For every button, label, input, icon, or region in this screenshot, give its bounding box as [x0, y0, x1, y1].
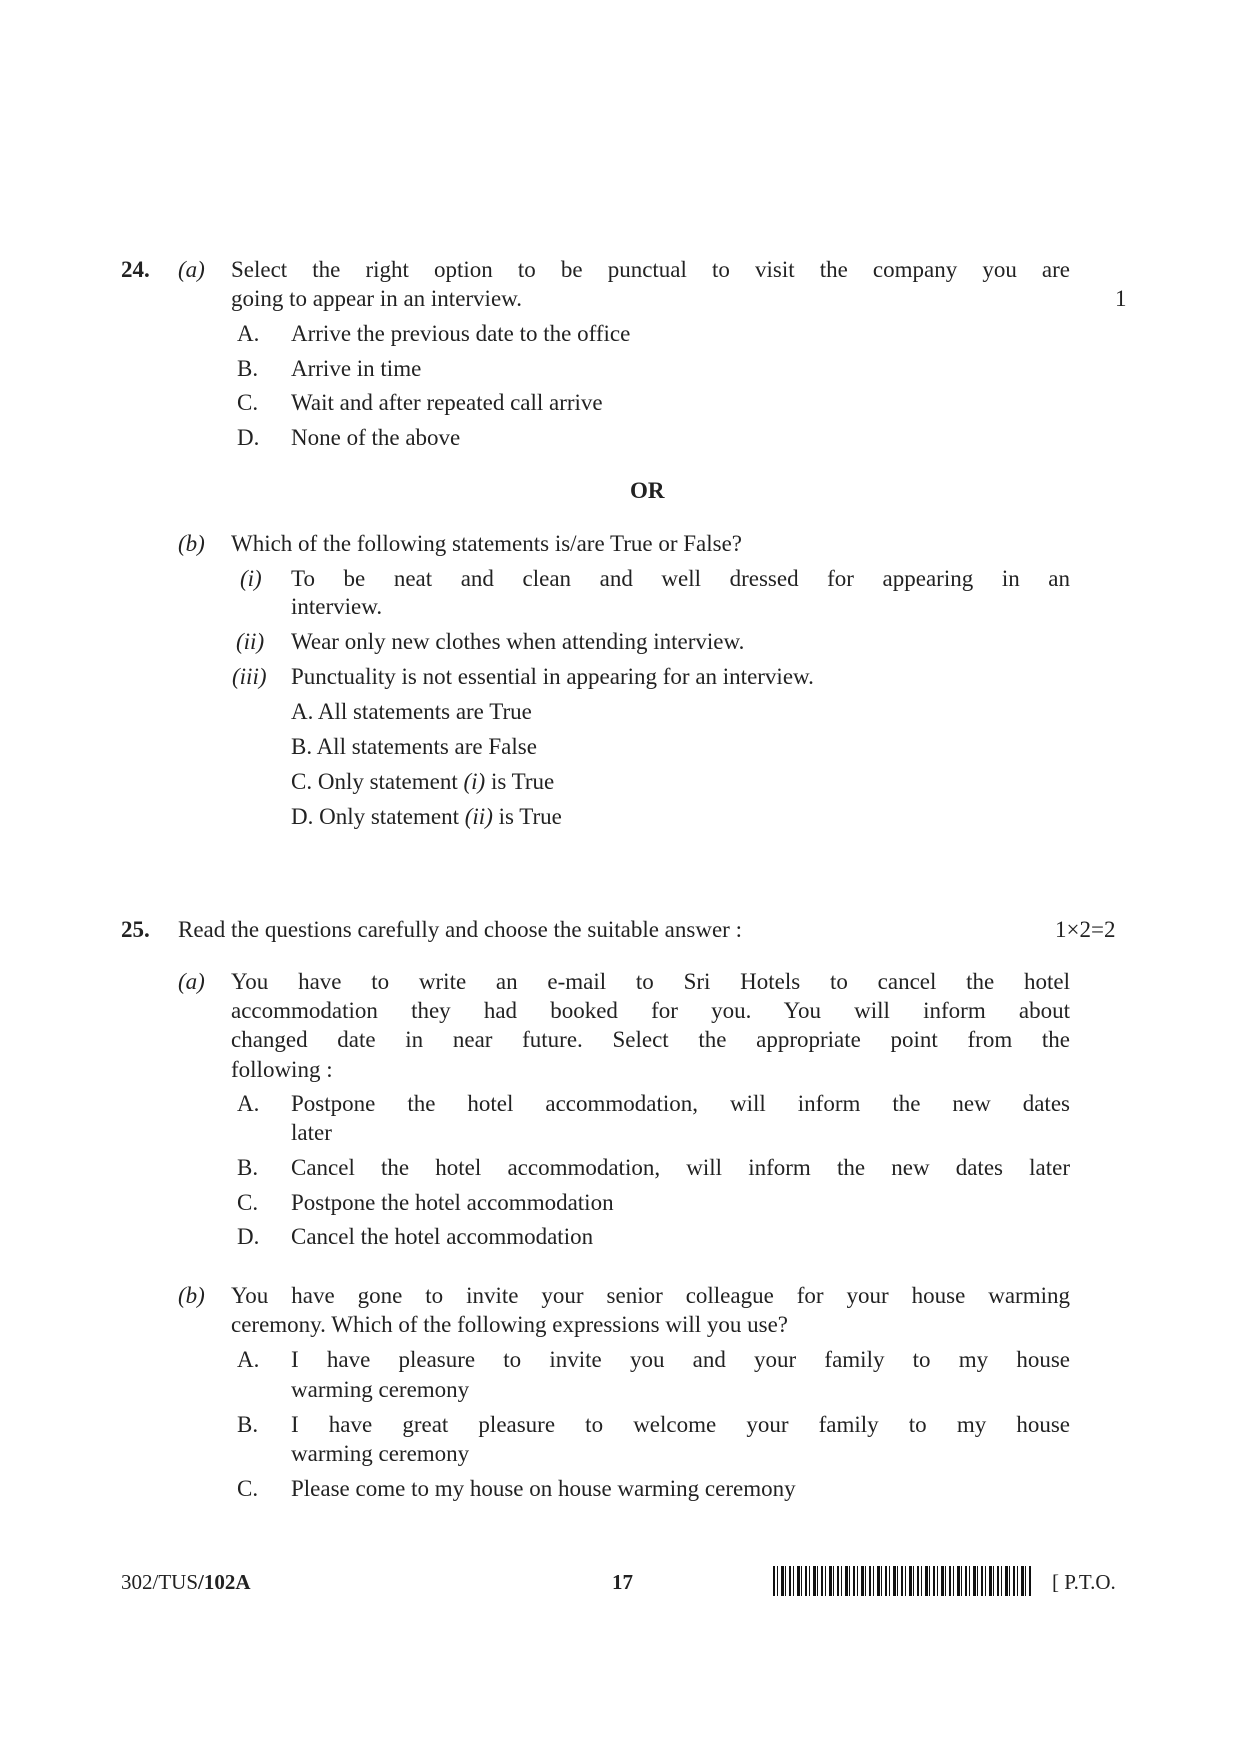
option-prefix: D. Only statement: [291, 804, 459, 829]
option-text: Cancel the hotel accommodation, will inform the new dates later: [291, 1155, 1070, 1180]
question-text: ceremony. Which of the following expressions will you use?: [231, 1312, 788, 1337]
option-text: None of the above: [291, 425, 461, 450]
option-text: [291, 767, 554, 797]
option-letter: C.: [237, 1190, 259, 1215]
option-text: warming ceremony: [291, 1377, 470, 1402]
option-text: Wait and after repeated call arrive: [291, 390, 603, 415]
part-label: (a): [178, 969, 205, 994]
or-divider: OR: [630, 478, 665, 503]
question-text: going to appear in an interview.: [231, 286, 523, 311]
question-text: You have to write an e-mail to Sri Hotels to cancel the hotel: [231, 969, 1070, 994]
option-letter: A.: [237, 321, 260, 346]
question-number: 25.: [121, 917, 150, 942]
option-text: I have pleasure to invite you and your family to my house: [291, 1347, 1070, 1372]
page-number: 17: [612, 1570, 633, 1594]
question-text: accommodation they had booked for you. You will inform about: [231, 998, 1070, 1023]
option-suffix: is True: [498, 804, 562, 829]
option-text: Arrive the previous date to the office: [291, 321, 631, 346]
part-label: (b): [178, 531, 205, 556]
option-text: later: [291, 1120, 332, 1145]
option-letter: D.: [237, 1224, 260, 1249]
question-text: Read the questions carefully and choose the suitable answer :: [178, 917, 742, 942]
question-text: changed date in near future. Select the appropriate point from the: [231, 1027, 1070, 1052]
option-letter: A.: [237, 1347, 260, 1372]
option-letter: A.: [237, 1091, 260, 1116]
option-letter: C.: [237, 1476, 259, 1501]
question-number: 24.: [121, 257, 150, 282]
statement-text: Wear only new clothes when attending interview.: [291, 629, 745, 654]
question-text: You have gone to invite your senior colleague for your house warming: [231, 1283, 1070, 1308]
option-suffix: is True: [490, 769, 555, 794]
option-letter: D.: [237, 425, 260, 450]
statement-text: Punctuality is not essential in appearing for an interview.: [291, 664, 814, 689]
pto-label: [ P.T.O.: [1052, 1570, 1116, 1594]
option-letter: B.: [237, 1412, 259, 1437]
option-prefix: C. Only statement: [291, 769, 458, 794]
option-text: warming ceremony: [291, 1441, 470, 1466]
paper-code: [121, 1567, 251, 1597]
statement-number: (iii): [232, 664, 267, 689]
statement-text: To be neat and clean and well dressed for appearing in an: [291, 566, 1070, 591]
part-label: (a): [178, 257, 205, 282]
statement-ref: (ii): [464, 804, 493, 829]
option-text: Postpone the hotel accommodation, will inform the new dates: [291, 1091, 1070, 1116]
option-letter: B.: [237, 356, 259, 381]
barcode-icon: [773, 1566, 1032, 1596]
option-letter: C.: [237, 390, 259, 415]
option-text: I have great pleasure to welcome your family to my house: [291, 1412, 1070, 1437]
option-text: Cancel the hotel accommodation: [291, 1224, 594, 1249]
option-text: A. All statements are True: [291, 699, 532, 724]
marks: 1×2=2: [1055, 917, 1116, 942]
statement-number: (i): [240, 566, 262, 591]
option-text: B. All statements are False: [291, 734, 537, 759]
marks: 1: [1115, 286, 1127, 311]
question-text: following :: [231, 1057, 333, 1082]
option-text: Arrive in time: [291, 356, 422, 381]
paper-code-suffix: /102A: [198, 1570, 251, 1594]
paper-code-prefix: 302/TUS: [121, 1570, 199, 1594]
statement-ref: (i): [463, 769, 486, 794]
option-text: Please come to my house on house warming ceremony: [291, 1476, 796, 1501]
option-letter: B.: [237, 1155, 259, 1180]
option-text: Postpone the hotel accommodation: [291, 1190, 614, 1215]
question-text: Select the right option to be punctual to visit the company you are: [231, 257, 1070, 282]
part-label: (b): [178, 1283, 205, 1308]
question-text: Which of the following statements is/are True or False?: [231, 531, 743, 556]
statement-number: (ii): [236, 629, 265, 654]
statement-text: interview.: [291, 594, 383, 619]
option-text: [291, 802, 562, 832]
